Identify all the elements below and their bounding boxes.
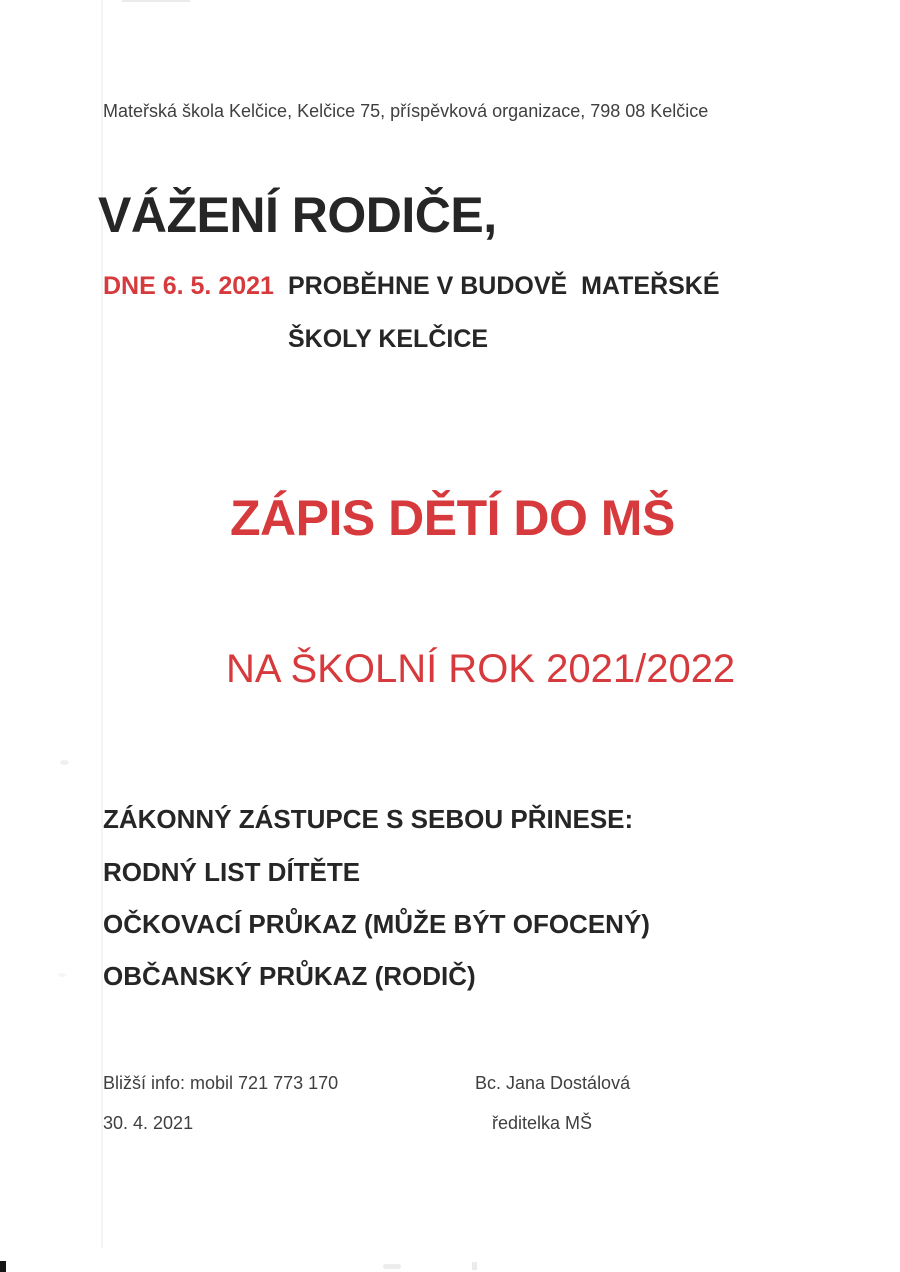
scan-artifact-speck — [58, 973, 66, 977]
contact-info: Bližší info: mobil 721 773 170 — [103, 1073, 339, 1093]
school-address-header: Mateřská škola Kelčice, Kelčice 75, příspěvková organizace, 798 08 Kelčice — [103, 101, 709, 121]
signature-role: ředitelka MŠ — [492, 1113, 593, 1133]
scan-artifact-bottom-smudge — [383, 1264, 401, 1269]
enrollment-heading: ZÁPIS DĚTÍ DO MŠ — [230, 490, 675, 546]
scan-artifact-corner-mark — [0, 1261, 6, 1272]
bring-list-title: ZÁKONNÝ ZÁSTUPCE S SEBOU PŘINESE: — [103, 804, 634, 834]
scan-artifact-top-smudge — [122, 0, 190, 2]
event-date: DNE 6. 5. 2021 — [103, 272, 274, 300]
bring-list-item: OBČANSKÝ PRŮKAZ (RODIČ) — [103, 961, 476, 991]
school-year-subheading: NA ŠKOLNÍ ROK 2021/2022 — [226, 647, 736, 691]
scan-artifact-speck — [60, 760, 69, 765]
issue-date: 30. 4. 2021 — [103, 1113, 194, 1133]
bring-list-item: RODNÝ LIST DÍTĚTE — [103, 857, 361, 887]
salutation-title: VÁŽENÍ RODIČE, — [98, 187, 497, 243]
scan-artifact-bottom-smudge — [472, 1262, 477, 1270]
event-venue-line2: ŠKOLY KELČICE — [288, 325, 489, 353]
bring-list-item: OČKOVACÍ PRŮKAZ (MŮŽE BÝT OFOCENÝ) — [103, 909, 650, 939]
signature-name: Bc. Jana Dostálová — [475, 1073, 631, 1093]
event-venue-line1: PROBĚHNE V BUDOVĚ MATEŘSKÉ — [288, 272, 720, 300]
